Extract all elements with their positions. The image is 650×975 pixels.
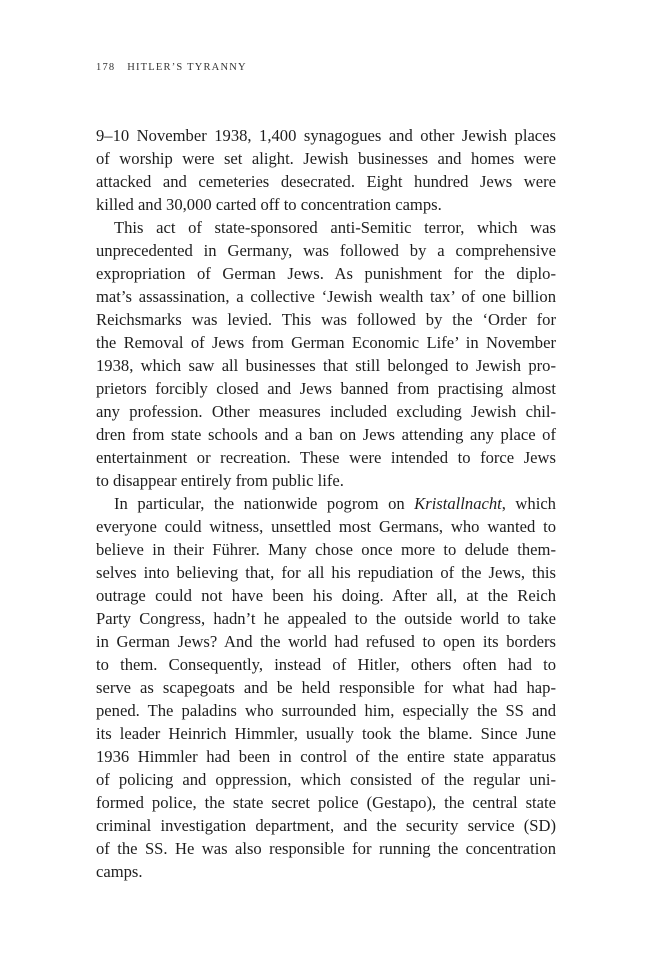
- text-line: prietors forcibly closed and Jews banned from practising almost: [96, 379, 556, 398]
- text-line: to them. Consequently, instead of Hitler, others often had to: [96, 655, 556, 674]
- paragraph-3: [96, 492, 556, 883]
- text-line: selves into believing that, for all his repudiation of the Jews, this: [96, 563, 556, 582]
- text-line: 1936 Himmler had been in control of the entire state apparatus: [96, 747, 556, 766]
- text-line: of policing and oppression, which consisted of the regular uni-: [96, 770, 556, 789]
- text-line: Party Congress, hadn’t he appealed to the outside world to take: [96, 609, 556, 628]
- text-line: serve as scapegoats and be held responsible for what had hap-: [96, 678, 556, 697]
- text-line: [96, 492, 556, 515]
- text-line: believe in their Führer. Many chose once more to delude them-: [96, 540, 556, 559]
- text-run: In particular, the nationwide pogrom on: [114, 494, 415, 513]
- text-line: attacked and cemeteries desecrated. Eight hundred Jews were: [96, 172, 556, 191]
- text-line: pened. The paladins who surrounded him, especially the SS and: [96, 701, 556, 720]
- text-line: entertainment or recreation. These were intended to force Jews: [96, 448, 556, 467]
- text-line: criminal investigation department, and the security service (SD): [96, 816, 556, 835]
- text-line: outrage could not have been his doing. After all, at the Reich: [96, 586, 556, 605]
- text-line: 9–10 November 1938, 1,400 synagogues and other Jewish places: [96, 126, 556, 145]
- text-line: unprecedented in Germany, was followed by a comprehensive: [96, 241, 556, 260]
- running-head: [96, 62, 247, 73]
- text-line: formed police, the state secret police (Gestapo), the central state: [96, 793, 556, 812]
- text-run: , which: [501, 494, 556, 513]
- page-number: 178: [96, 62, 116, 73]
- text-line: of worship were set alight. Jewish businesses and homes were: [96, 149, 556, 168]
- text-line: This act of state-sponsored anti-Semitic terror, which was: [114, 218, 556, 237]
- text-line: of the SS. He was also responsible for running the concentration: [96, 839, 556, 858]
- text-line: any profession. Other measures included excluding Jewish chil-: [96, 402, 556, 421]
- text-line: mat’s assassination, a collective ‘Jewish wealth tax’ of one billion: [96, 287, 556, 306]
- text-line: killed and 30,000 carted off to concentration camps.: [96, 195, 442, 214]
- text-line: dren from state schools and a ban on Jews attending any place of: [96, 425, 556, 444]
- text-line: its leader Heinrich Himmler, usually took the blame. Since June: [96, 724, 556, 743]
- text-line: in German Jews? And the world had refused to open its borders: [96, 632, 556, 651]
- italic-term: Kristallnacht: [414, 494, 502, 513]
- text-line: the Removal of Jews from German Economic Life’ in November: [96, 333, 556, 352]
- text-line: camps.: [96, 862, 143, 881]
- paragraph-1: [96, 124, 556, 216]
- running-title: HITLER’S TYRANNY: [127, 62, 247, 73]
- paragraph-2: [96, 216, 556, 492]
- text-line: Reichsmarks was levied. This was followed by the ‘Order for: [96, 310, 556, 329]
- text-line: everyone could witness, unsettled most Germans, who wanted to: [96, 517, 556, 536]
- text-line: expropriation of German Jews. As punishment for the diplo-: [96, 264, 556, 283]
- text-line: 1938, which saw all businesses that still belonged to Jewish pro-: [96, 356, 556, 375]
- body-text: [96, 124, 556, 883]
- text-line: to disappear entirely from public life.: [96, 471, 344, 490]
